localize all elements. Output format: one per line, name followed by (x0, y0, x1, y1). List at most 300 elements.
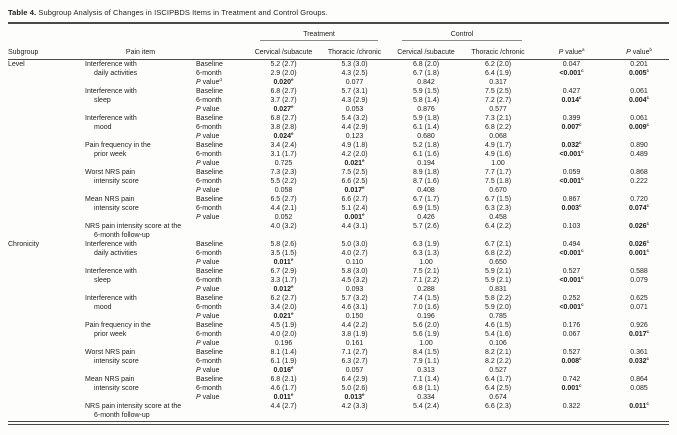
row-label-cell: 6-month (196, 97, 222, 104)
value-cell: 6.1 (1.6) (412, 151, 440, 158)
value-cell: 6.7 (1.7) (412, 196, 440, 203)
value-cell: 4.9 (1.8) (341, 142, 368, 149)
value-cell: 7.9 (1.1) (412, 358, 440, 365)
table-row (8, 276, 669, 285)
value-cell: 6.1 (1.9) (270, 358, 297, 365)
col-header-treatment-thoracic: Thoracic /chronic (319, 41, 390, 60)
value-cell: 6.3 (1.3) (412, 250, 440, 257)
value-cell: 5.4 (2.4) (412, 403, 440, 410)
value-cell: 4.9 (1.7) (484, 142, 512, 149)
value-cell: 4.3 (2.9) (341, 97, 368, 104)
value-cell: 7.7 (1.7) (484, 169, 512, 176)
row-label-cell: 6-month (196, 124, 222, 131)
value-cell: 7.3 (2.3) (270, 169, 297, 176)
value-cell: 8.7 (1.6) (412, 178, 440, 185)
value-cell: 4.2 (3.3) (341, 403, 368, 410)
value-cell: 8.2 (2.2) (484, 358, 512, 365)
value-cell (609, 366, 669, 375)
table-row (8, 195, 669, 204)
value-cell: 6.3 (2.3) (484, 205, 512, 212)
value-cell: 6.3 (1.9) (412, 241, 440, 248)
pain-item-cell: Worst NRS pain (85, 349, 136, 356)
row-label-cell: 6-month (196, 385, 222, 392)
subgroup-cell (8, 366, 85, 375)
row-label-cell: Baseline (196, 196, 223, 203)
col-header-treatment-cervical: Cervical /subacute (248, 41, 319, 60)
value-cell: 4.0 (2.7) (341, 250, 368, 257)
table-row (8, 249, 669, 258)
value-cell: 0.001$^c$ (629, 249, 650, 257)
subgroup-cell (8, 132, 85, 141)
row-label-cell: 6-month (196, 70, 222, 77)
table-row (8, 384, 669, 393)
value-cell: 3.8 (1.9) (341, 331, 368, 338)
value-cell: 0.322 (562, 403, 581, 410)
value-cell (609, 213, 669, 222)
table-row (8, 402, 669, 411)
value-cell: 0.071 (630, 304, 648, 311)
value-cell: 4.0 (3.2) (270, 223, 297, 230)
pain-item-cell (85, 213, 196, 222)
row-label-cell: 6-month (196, 304, 222, 311)
value-cell: 5.9 (1.5) (412, 88, 440, 95)
row-label-cell: Baseline (196, 169, 223, 176)
value-cell: 4.4 (2.7) (270, 403, 297, 410)
value-cell: 0.011e (273, 393, 294, 401)
value-cell: 0.868 (630, 169, 648, 176)
pain-item-cell: daily activities (94, 70, 138, 77)
value-cell: <0.001$^c$ (559, 177, 584, 185)
value-cell: 5.6 (1.9) (412, 331, 440, 338)
value-cell: 0.890 (630, 142, 648, 149)
subgroup-cell (8, 96, 85, 105)
pain-item-cell: Interference with (85, 268, 137, 275)
subgroup-cell (8, 384, 85, 393)
pain-item-cell: intensity score (94, 178, 139, 185)
value-cell: 5.8 (2.2) (484, 295, 512, 302)
pain-item-cell: Mean NRS pain (85, 376, 135, 383)
value-cell: 4.2 (2.0) (341, 151, 368, 158)
value-cell: 4.4 (2.1) (270, 205, 297, 212)
value-cell: 0.001$^c$ (561, 384, 582, 392)
value-cell: 3.8 (2.8) (270, 124, 297, 131)
pain-item-cell (85, 258, 196, 267)
value-cell: 6.8 (2.2) (484, 124, 512, 131)
table-row (8, 231, 669, 240)
value-cell: <0.001$^c$ (559, 150, 584, 158)
value-cell (390, 411, 462, 420)
value-cell: 6.4 (2.9) (341, 376, 368, 383)
pain-item-cell: mood (94, 304, 112, 311)
value-cell: 5.7 (2.6) (412, 223, 440, 230)
value-cell: 5.9 (2.1) (484, 277, 512, 284)
value-cell: 0.052 (274, 214, 293, 221)
table-title (8, 8, 669, 17)
pain-item-cell (85, 285, 196, 294)
value-cell: 6.2 (2.0) (484, 61, 512, 68)
value-cell (609, 393, 669, 402)
value-cell: 7.3 (2.1) (484, 115, 512, 122)
subgroup-cell (8, 69, 85, 78)
value-cell: 0.926 (630, 322, 648, 329)
row-label-cell: 6-month (196, 205, 222, 212)
table-row (8, 294, 669, 303)
pain-item-cell: sleep (94, 97, 111, 104)
value-cell: 6.8 (1.1) (412, 385, 440, 392)
value-cell (609, 411, 669, 420)
value-cell: 0.313 (417, 367, 435, 374)
table-row (8, 186, 669, 195)
row-label-cell: P value (196, 187, 220, 194)
pain-item-cell: Pain frequency in the (85, 322, 151, 329)
table-row (8, 177, 669, 186)
table-row (8, 69, 669, 78)
value-cell: 8.9 (1.8) (412, 169, 440, 176)
value-cell: 0.785 (489, 313, 507, 320)
subgroup-cell (8, 357, 85, 366)
value-cell: 0.201 (630, 61, 648, 68)
value-cell: 0.720 (630, 196, 648, 203)
subgroup-analysis-table (8, 22, 669, 420)
col-header-p-value-a: P value$^a$ (534, 41, 609, 60)
subgroup-cell (8, 195, 85, 204)
row-label-cell: Baseline (196, 376, 223, 383)
value-cell (534, 366, 609, 375)
value-cell (609, 339, 669, 348)
subgroup-cell (8, 141, 85, 150)
value-cell: 6.6 (2.5) (341, 178, 368, 185)
value-cell: 0.059 (562, 169, 581, 176)
value-cell: 7.4 (1.5) (412, 295, 440, 302)
value-cell: 0.017$^c$ (629, 330, 650, 338)
value-cell: 3.4 (2.0) (270, 304, 297, 311)
value-cell: 0.026$^c$ (629, 240, 650, 248)
value-cell: 5.3 (3.0) (341, 61, 368, 68)
value-cell: 4.5 (1.9) (270, 322, 297, 329)
table-row (8, 78, 669, 87)
row-label-cell: P value (196, 367, 220, 374)
value-cell: 0.027e (273, 105, 294, 113)
value-cell: 0.085 (630, 385, 648, 392)
value-cell: 0.061 (630, 88, 648, 95)
row-label-cell: Baseline (196, 142, 223, 149)
value-cell (609, 78, 669, 87)
value-cell: 0.008$^c$ (561, 357, 582, 365)
value-cell: 0.014$^c$ (561, 96, 582, 104)
row-label-cell: 6-month (196, 277, 222, 284)
value-cell: 6.4 (1.9) (484, 70, 512, 77)
row-label-cell: P value (196, 340, 220, 347)
group-spanner-row (8, 23, 669, 41)
pain-item-cell: Interference with (85, 115, 137, 122)
row-label-cell: Baseline (196, 295, 223, 302)
table-row (8, 267, 669, 276)
table-row (8, 87, 669, 96)
value-cell (319, 411, 390, 420)
value-cell: 3.7 (2.7) (270, 97, 297, 104)
value-cell: 7.0 (1.6) (412, 304, 440, 311)
value-cell: 6.4 (2.2) (484, 223, 512, 230)
value-cell (248, 231, 319, 240)
pain-item-cell: 6-month follow-up (94, 232, 150, 239)
value-cell: 6.7 (2.1) (484, 241, 512, 248)
value-cell: 5.6 (2.0) (412, 322, 440, 329)
table-row (8, 240, 669, 249)
table-row (8, 393, 669, 402)
subgroup-cell (8, 267, 85, 276)
value-cell (609, 312, 669, 321)
value-cell: 0.123 (345, 133, 364, 140)
row-label-cell: P value$^d$ (196, 78, 222, 86)
pain-item-cell: Interference with (85, 88, 137, 95)
pain-item-cell (85, 186, 196, 195)
value-cell: 6.7 (1.8) (412, 70, 440, 77)
table-row (8, 123, 669, 132)
row-label-cell: 6-month (196, 178, 222, 185)
pain-item-cell (85, 78, 196, 87)
row-label-cell: P value (196, 160, 220, 167)
value-cell: 5.8 (2.6) (270, 241, 297, 248)
pain-item-cell: 6-month follow-up (94, 412, 150, 419)
value-cell: 5.0 (2.6) (341, 385, 368, 392)
value-cell: 0.674 (489, 394, 507, 401)
table-caption: Subgroup Analysis of Changes in ISCIPBDS Items in Treatment and Control Groups. (38, 8, 328, 17)
value-cell: 0.670 (489, 187, 507, 194)
table-row (8, 357, 669, 366)
subgroup-cell (8, 213, 85, 222)
column-header-row (8, 41, 669, 60)
value-cell (534, 285, 609, 294)
row-label-cell: Baseline (196, 88, 223, 95)
value-cell: 0.011$^c$ (629, 402, 649, 410)
value-cell: 6.4 (2.5) (484, 385, 512, 392)
table-row (8, 258, 669, 267)
value-cell: 4.6 (1.5) (484, 322, 512, 329)
value-cell: 0.194 (417, 160, 435, 167)
value-cell: 5.2 (1.8) (412, 142, 440, 149)
table-row (8, 150, 669, 159)
value-cell: 5.9 (2.1) (484, 268, 512, 275)
value-cell: 0.489 (630, 151, 648, 158)
value-cell: 5.2 (2.7) (270, 61, 297, 68)
value-cell: 0.021e (344, 159, 365, 167)
value-cell: 0.577 (489, 106, 507, 113)
subgroup-cell (8, 411, 85, 420)
value-cell: 0.176 (562, 322, 581, 329)
value-cell: 7.1 (2.2) (412, 277, 440, 284)
value-cell: 0.067 (562, 331, 581, 338)
value-cell: 0.742 (562, 376, 581, 383)
pain-item-cell (85, 105, 196, 114)
value-cell: 4.6 (1.7) (270, 385, 297, 392)
value-cell: 6.2 (2.7) (270, 295, 297, 302)
row-label-cell: Baseline (196, 115, 223, 122)
subgroup-cell (8, 204, 85, 213)
value-cell: 2.9 (2.0) (270, 70, 297, 77)
subgroup-cell (8, 177, 85, 186)
pain-item-cell: intensity score (94, 205, 139, 212)
col-header-control-thoracic: Thoracic /chronic (462, 41, 534, 60)
row-label-cell: P value (196, 106, 220, 113)
value-cell: 0.527 (562, 268, 581, 275)
value-cell: <0.001$^c$ (559, 69, 584, 77)
value-cell: 0.053 (345, 106, 364, 113)
value-cell: 0.011e (273, 258, 294, 266)
value-cell: <0.001$^c$ (559, 303, 584, 311)
row-label-cell: P value (196, 286, 220, 293)
subgroup-cell (8, 276, 85, 285)
value-cell: 6.4 (1.7) (484, 376, 512, 383)
value-cell: 0.001e (344, 213, 365, 221)
value-cell (534, 159, 609, 168)
value-cell: <0.001$^c$ (559, 276, 584, 284)
pain-item-cell (85, 159, 196, 168)
subgroup-cell (8, 330, 85, 339)
subgroup-cell (8, 321, 85, 330)
table-row (8, 96, 669, 105)
value-cell: 4.4 (2.2) (341, 322, 368, 329)
row-label-cell: 6-month (196, 151, 222, 158)
value-cell: 0.680 (417, 133, 435, 140)
value-cell: 0.068 (489, 133, 507, 140)
subgroup-cell (8, 105, 85, 114)
subgroup-cell (8, 186, 85, 195)
pain-item-cell: daily activities (94, 250, 138, 257)
value-cell: 0.725 (274, 160, 293, 167)
value-cell (534, 105, 609, 114)
value-cell (248, 411, 319, 420)
row-label-cell: P value (196, 214, 220, 221)
value-cell: 5.7 (3.1) (341, 88, 368, 95)
subgroup-cell (8, 375, 85, 384)
value-cell (534, 258, 609, 267)
value-cell (609, 105, 669, 114)
subgroup-cell (8, 159, 85, 168)
value-cell: 4.4 (2.9) (341, 124, 368, 131)
value-cell: 8.4 (1.5) (412, 349, 440, 356)
value-cell: 6.5 (2.7) (270, 196, 297, 203)
value-cell: 0.012e (273, 285, 294, 293)
table-row (8, 330, 669, 339)
subgroup-cell (8, 231, 85, 240)
value-cell: 0.020e (273, 78, 294, 86)
value-cell (609, 258, 669, 267)
value-cell: 0.588 (630, 268, 648, 275)
value-cell: 6.6 (2.7) (341, 196, 368, 203)
value-cell: 0.842 (417, 79, 435, 86)
subgroup-cell (8, 123, 85, 132)
table-row (8, 321, 669, 330)
subgroup-cell (8, 312, 85, 321)
value-cell: 0.110 (346, 259, 363, 266)
value-cell (319, 231, 390, 240)
value-cell: 0.222 (630, 178, 648, 185)
value-cell: 6.7 (2.9) (270, 268, 297, 275)
value-cell: 6.8 (2.2) (484, 250, 512, 257)
value-cell: 0.867 (562, 196, 581, 203)
value-cell (462, 411, 534, 420)
table-row (8, 60, 669, 70)
value-cell: 4.9 (1.6) (484, 151, 512, 158)
table-row (8, 132, 669, 141)
value-cell: 0.013e (344, 393, 365, 401)
value-cell (534, 339, 609, 348)
table-row (8, 213, 669, 222)
value-cell: 0.527 (562, 349, 581, 356)
value-cell: 0.003$^c$ (561, 204, 582, 212)
value-cell: 4.4 (3.1) (341, 223, 368, 230)
pain-item-cell: Worst NRS pain (85, 169, 136, 176)
value-cell: <0.001$^c$ (559, 249, 584, 257)
table-row (8, 411, 669, 420)
value-cell: 5.0 (3.0) (341, 241, 368, 248)
value-cell: 6.8 (2.0) (412, 61, 440, 68)
value-cell: 0.106 (489, 340, 507, 347)
value-cell: 3.3 (1.7) (270, 277, 297, 284)
value-cell: 5.1 (2.4) (341, 205, 368, 212)
value-cell: 0.024e (273, 132, 294, 140)
subgroup-cell (8, 114, 85, 123)
table-row (8, 348, 669, 357)
pain-item-cell: sleep (94, 277, 111, 284)
treatment-group-header: Treatment (248, 23, 390, 41)
row-label-cell: P value (196, 133, 220, 140)
subgroup-cell (8, 168, 85, 177)
pain-item-cell: mood (94, 124, 112, 131)
value-cell: 0.007$^c$ (561, 123, 582, 131)
value-cell: 8.2 (2.1) (484, 349, 512, 356)
value-cell: 0.427 (562, 88, 581, 95)
value-cell: 0.196 (274, 340, 293, 347)
subgroup-cell (8, 222, 85, 231)
subgroup-cell (8, 393, 85, 402)
value-cell: 1.00 (419, 340, 433, 347)
pain-item-cell: Pain frequency in the (85, 142, 151, 149)
value-cell: 4.0 (2.0) (270, 331, 297, 338)
value-cell: 0.103 (562, 223, 581, 230)
value-cell: 3.5 (1.5) (270, 250, 297, 257)
value-cell (534, 132, 609, 141)
col-header-subgroup: Subgroup (8, 41, 85, 60)
value-cell: 7.1 (1.4) (412, 376, 440, 383)
value-cell: 0.004$^c$ (629, 96, 650, 104)
table-row (8, 222, 669, 231)
subgroup-cell (8, 303, 85, 312)
row-label-cell: Baseline (196, 61, 223, 68)
value-cell: 7.5 (2.5) (341, 169, 368, 176)
value-cell: 0.196 (417, 313, 435, 320)
value-cell (609, 231, 669, 240)
table-row (8, 339, 669, 348)
value-cell: 6.8 (2.7) (270, 88, 297, 95)
value-cell: 5.9 (1.8) (412, 115, 440, 122)
table-number: Table 4. (8, 8, 37, 17)
table-row (8, 159, 669, 168)
value-cell: 0.334 (417, 394, 435, 401)
table-row (8, 312, 669, 321)
value-cell: 1.00 (491, 160, 505, 167)
value-cell: 0.625 (630, 295, 648, 302)
table-row (8, 375, 669, 384)
value-cell: 0.288 (417, 286, 435, 293)
pain-item-cell: Interference with (85, 295, 137, 302)
value-cell: 5.8 (3.0) (341, 268, 368, 275)
value-cell: 0.021e (273, 312, 294, 320)
pain-item-cell (85, 312, 196, 321)
pain-item-cell (85, 339, 196, 348)
subgroup-cell (8, 339, 85, 348)
value-cell: 6.6 (2.3) (484, 403, 512, 410)
